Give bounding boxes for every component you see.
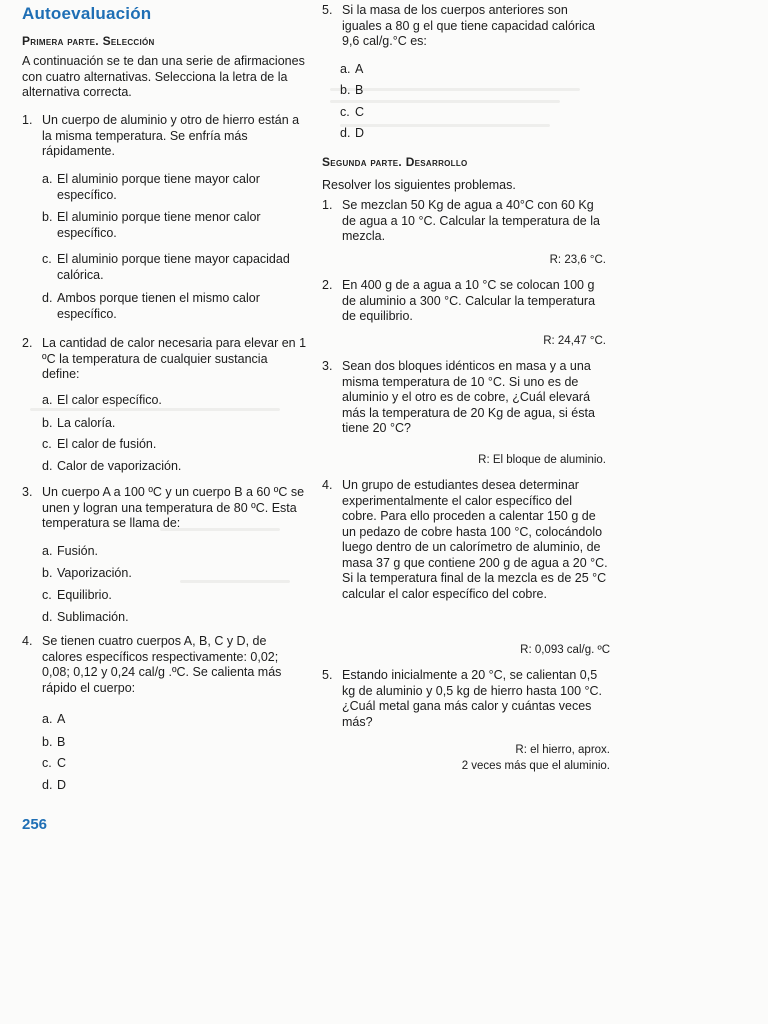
- option-text: Ambos porque tienen el mismo calor específico.: [57, 291, 260, 321]
- problem-text: Se mezclan 50 Kg de agua a 40°C con 60 Kg de agua a 10 °C. Calcular la temperatura de la mezcla.: [342, 198, 600, 243]
- option-text: D: [57, 778, 67, 792]
- option-letter: d.: [42, 610, 53, 624]
- problem-number: 2.: [322, 278, 333, 292]
- option-letter: c.: [42, 437, 52, 451]
- option-letter: a.: [42, 712, 53, 726]
- question-text: Si la masa de los cuerpos anteriores son iguales a 80 g el que tiene capacidad calórica 9,6 cal/g.°C es:: [342, 3, 595, 48]
- option-letter: a.: [42, 393, 53, 407]
- problem-2: [322, 278, 610, 325]
- option-text: La caloría.: [57, 416, 116, 430]
- question-number: 2.: [22, 336, 33, 350]
- problem-3-answer: R: El bloque de aluminio.: [478, 454, 606, 466]
- option-text: Calor de vaporización.: [57, 459, 182, 473]
- option-text: A: [57, 712, 66, 726]
- question-2: [22, 336, 308, 383]
- page-title: Autoevaluación: [22, 4, 152, 23]
- question-number: 3.: [22, 485, 33, 499]
- option-4a: [42, 712, 304, 728]
- question-5: [322, 3, 608, 50]
- option-text: El aluminio porque tiene mayor capacidad calórica.: [57, 252, 290, 282]
- option-4d: [42, 778, 304, 794]
- option-letter: b.: [42, 735, 53, 749]
- question-number: 4.: [22, 634, 33, 648]
- problem-2-answer: R: 24,47 °C.: [543, 335, 606, 347]
- problem-1: [322, 198, 610, 245]
- option-text: El aluminio porque tiene mayor calor específico.: [57, 172, 260, 202]
- option-3d: [42, 610, 304, 626]
- question-text: Se tienen cuatro cuerpos A, B, C y D, de calores específicos respectivamente: 0,02; 0,08; 0,12 y 0,24 cal/g .ºC. Se calienta más rápido el cuerpo:: [42, 634, 282, 695]
- part1-heading: Primera parte. Selección: [22, 34, 155, 48]
- option-letter: b.: [42, 416, 53, 430]
- problem-number: 4.: [322, 478, 333, 492]
- option-4b: [42, 735, 304, 751]
- question-text: Un cuerpo A a 100 ºC y un cuerpo B a 60 ºC se unen y logran una temperatura de 80 ºC. Esta temperatura se llama de:: [42, 485, 305, 530]
- option-text: B: [355, 83, 364, 97]
- bleed-through-mark: [330, 100, 560, 103]
- option-text: A: [355, 62, 364, 76]
- question-text: Un cuerpo de aluminio y otro de hierro están a la misma temperatura. Se enfría más rápidamente.: [42, 113, 300, 158]
- option-text: El aluminio porque tiene menor calor específico.: [57, 210, 261, 240]
- problem-5: [322, 668, 610, 730]
- option-1c: [42, 252, 304, 283]
- option-text: C: [355, 105, 365, 119]
- problem-text: Sean dos bloques idénticos en masa y a una misma temperatura de 10 °C. Si uno es de aluminio y el otro es de cobre, ¿Cuál elevará más la temperatura de 20 Kg de agua, si ésta tiene 20 °C?: [342, 359, 595, 435]
- part2-heading: Segunda parte. Desarrollo: [322, 155, 468, 169]
- option-text: Equilibrio.: [57, 588, 112, 602]
- option-5b: [340, 83, 540, 99]
- option-1b: [42, 210, 304, 241]
- option-2b: [42, 416, 304, 432]
- page-number: 256: [22, 816, 48, 833]
- option-letter: a.: [42, 172, 53, 186]
- problem-3: [322, 359, 610, 437]
- problem-number: 3.: [322, 359, 333, 373]
- problem-1-answer: R: 23,6 °C.: [549, 254, 606, 266]
- option-letter: d.: [42, 291, 53, 305]
- option-2c: [42, 437, 304, 453]
- option-4c: [42, 756, 304, 772]
- option-letter: c.: [340, 105, 350, 119]
- option-1a: [42, 172, 304, 203]
- option-letter: b.: [340, 83, 351, 97]
- question-3: [22, 485, 308, 532]
- problem-text: En 400 g de a agua a 10 °C se colocan 100 g de aluminio a 300 °C. Calcular la temperatura de equilibrio.: [342, 278, 596, 323]
- option-2a: [42, 393, 304, 409]
- part1-intro: A continuación se te dan una serie de afirmaciones con cuatro alternativas. Selecciona la letra de la alternativa correcta.: [22, 54, 305, 99]
- option-2d: [42, 459, 304, 475]
- problem-5-answer-line2: 2 veces más que el aluminio.: [461, 760, 610, 772]
- problem-text: Estando inicialmente a 20 °C, se calientan 0,5 kg de aluminio y 0,5 kg de hierro hasta 100 °C. ¿Cuál metal gana más calor y cuántas veces más?: [342, 668, 603, 729]
- option-text: El calor de fusión.: [57, 437, 157, 451]
- problem-5-answer-line1: R: el hierro, aprox.: [515, 744, 610, 756]
- option-3b: [42, 566, 304, 582]
- option-5a: [340, 62, 540, 78]
- option-letter: b.: [42, 566, 53, 580]
- option-3a: [42, 544, 304, 560]
- part2-intro: Resolver los siguientes problemas.: [322, 178, 516, 192]
- problem-number: 5.: [322, 668, 333, 682]
- option-1d: [42, 291, 304, 322]
- problem-4: [322, 478, 610, 602]
- option-letter: c.: [42, 588, 52, 602]
- option-text: C: [57, 756, 67, 770]
- question-4: [22, 634, 308, 696]
- question-number: 1.: [22, 113, 33, 127]
- option-text: Fusión.: [57, 544, 98, 558]
- option-5d: [340, 126, 540, 142]
- problem-text: Un grupo de estudiantes desea determinar experimentalmente el calor específico del cobre. Para ello proceden a calentar 150 g de un pedazo de cobre hasta 100 °C, colocándolo luego dentro de un calorímetro de aluminio, de masa 37 g que contiene 200 g de agua a 20 °C. Si la temperatura final de la mezcla es de 25 °C calcular el calor específico del cobre.: [342, 478, 608, 601]
- option-text: D: [355, 126, 365, 140]
- option-text: B: [57, 735, 66, 749]
- option-3c: [42, 588, 304, 604]
- question-number: 5.: [322, 3, 333, 17]
- option-letter: a.: [340, 62, 351, 76]
- option-text: El calor específico.: [57, 393, 162, 407]
- option-letter: a.: [42, 544, 53, 558]
- option-letter: d.: [340, 126, 351, 140]
- question-1: [22, 113, 308, 160]
- option-text: Vaporización.: [57, 566, 132, 580]
- option-letter: b.: [42, 210, 53, 224]
- option-letter: c.: [42, 252, 52, 266]
- problem-4-answer: R: 0,093 cal/g. ºC: [520, 644, 610, 656]
- option-letter: d.: [42, 459, 53, 473]
- option-letter: d.: [42, 778, 53, 792]
- option-text: Sublimación.: [57, 610, 129, 624]
- question-text: La cantidad de calor necesaria para elevar en 1 ºC la temperatura de cualquier sustancia define:: [42, 336, 307, 381]
- option-letter: c.: [42, 756, 52, 770]
- problem-number: 1.: [322, 198, 333, 212]
- option-5c: [340, 105, 540, 121]
